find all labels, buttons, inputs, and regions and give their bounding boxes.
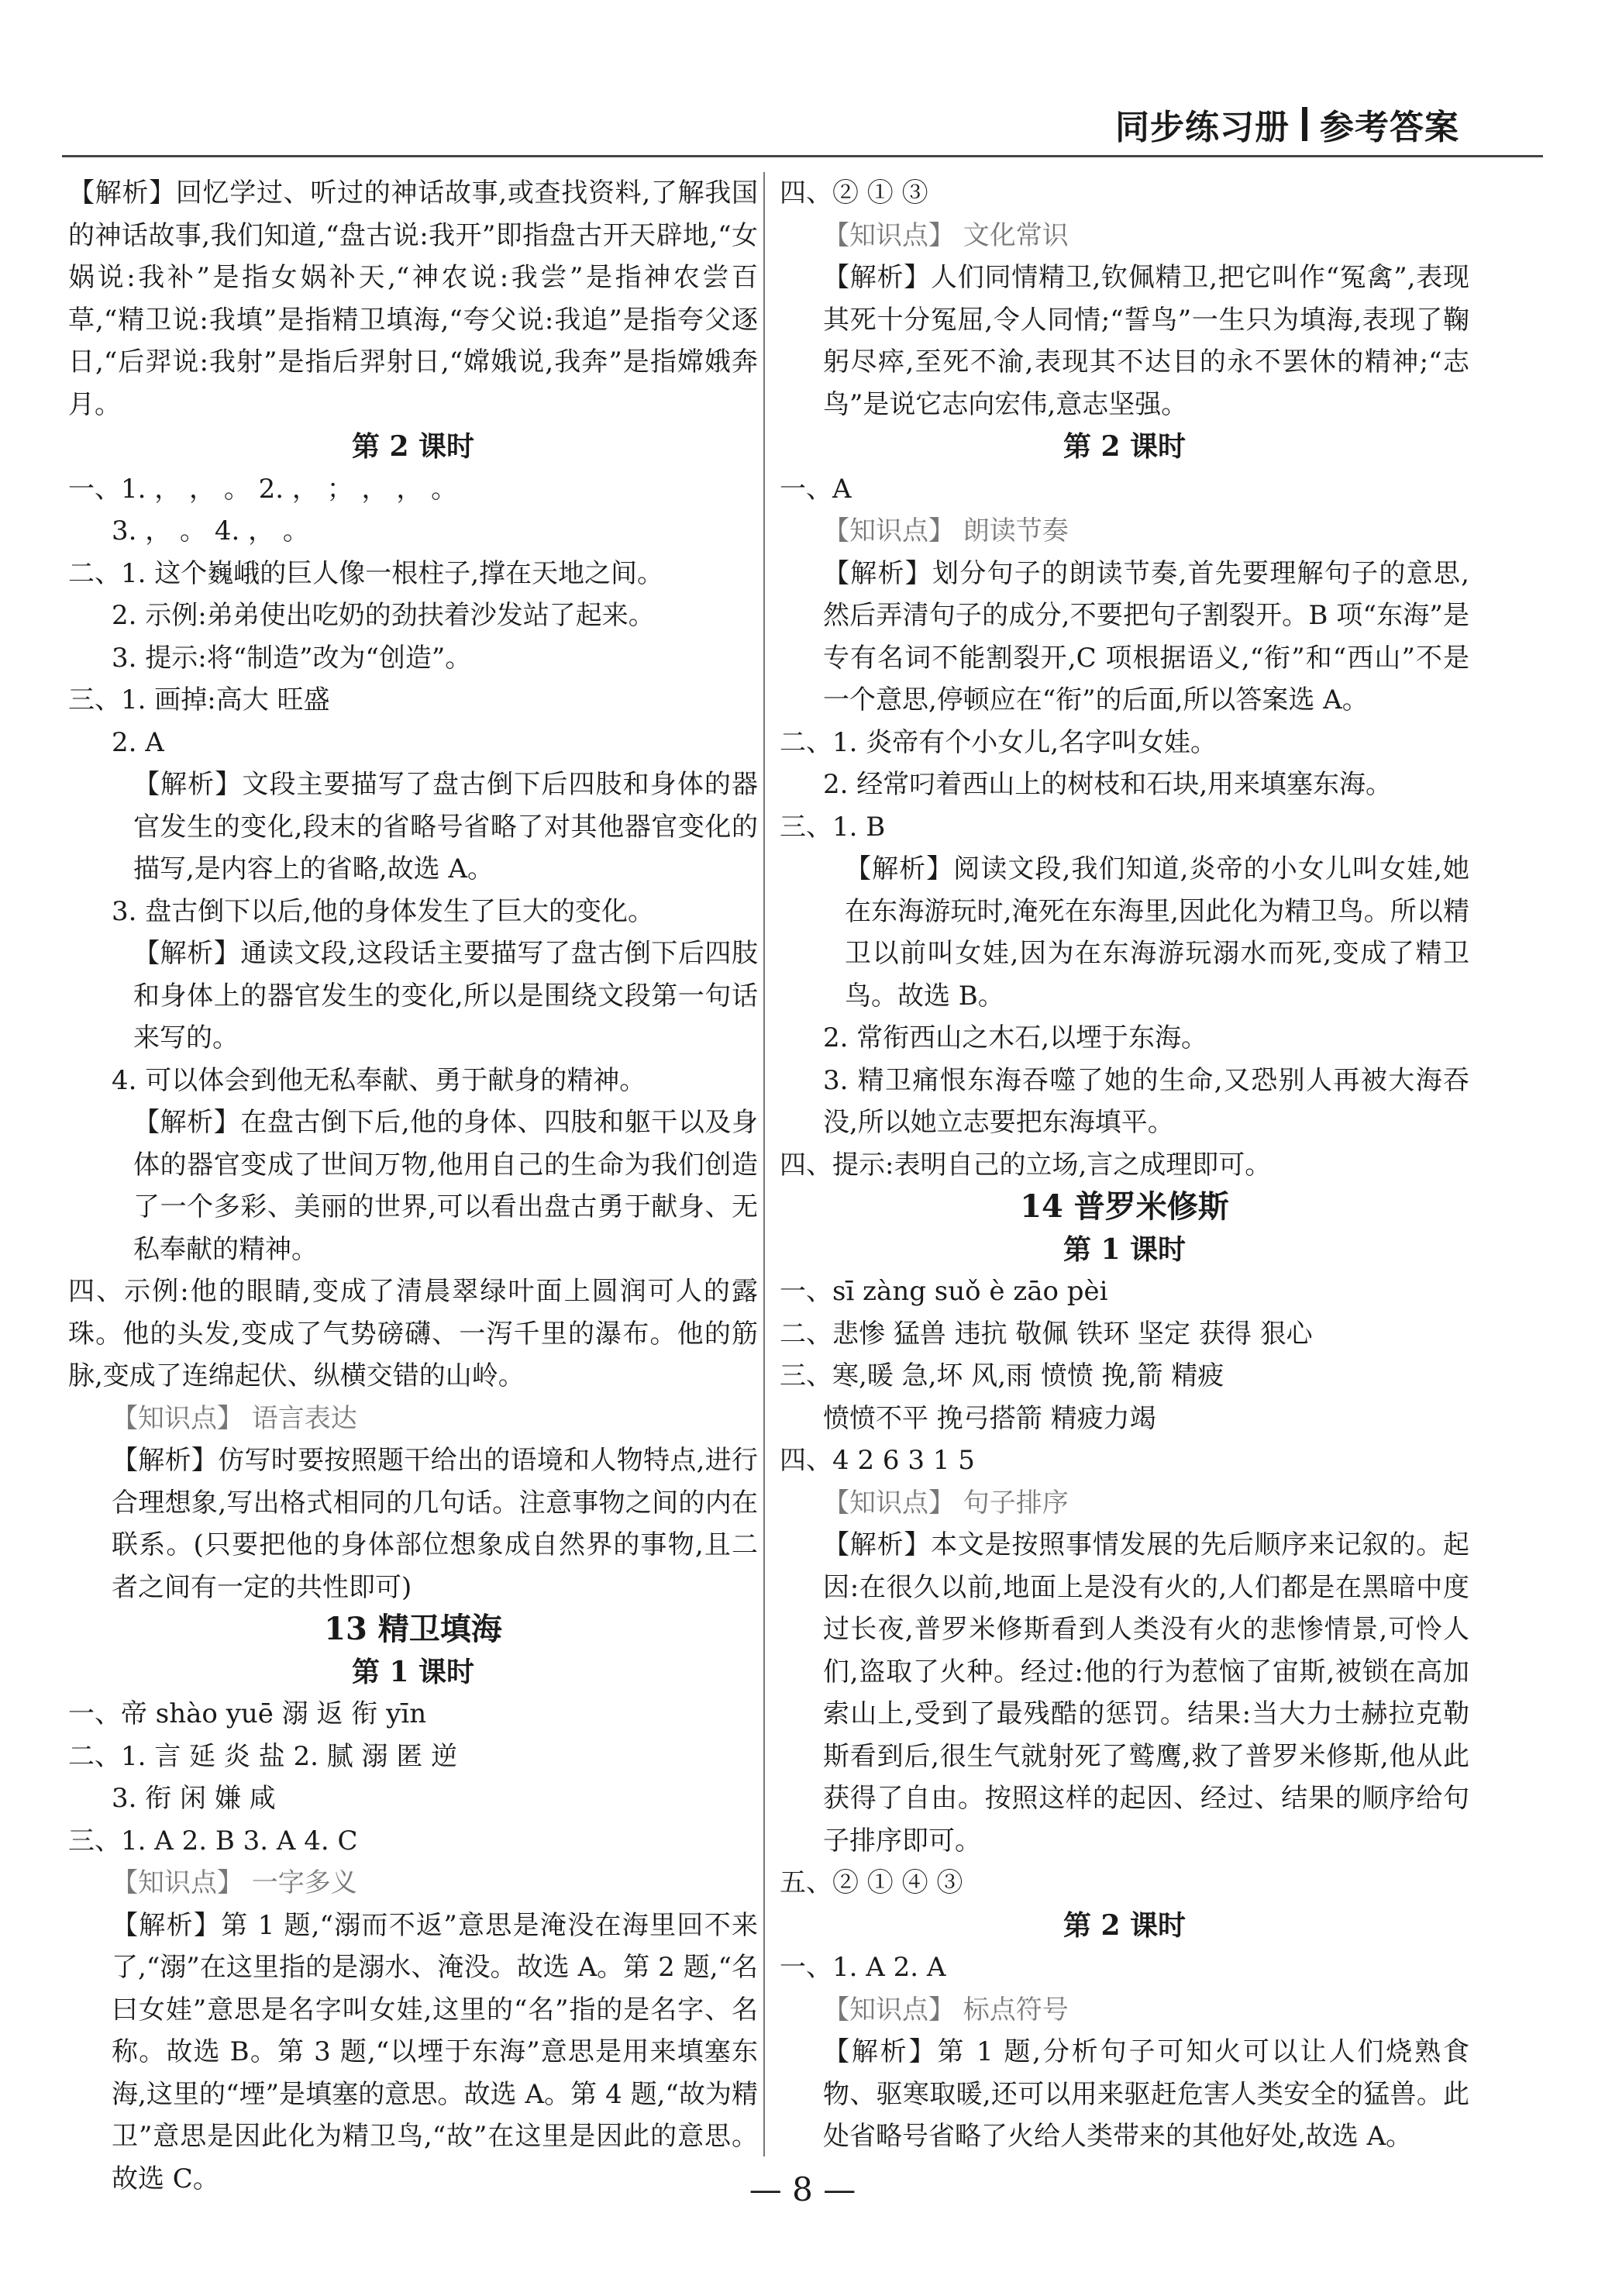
knowledge-point-tag: 【知识点】 语言表达 <box>112 1402 357 1434</box>
page-number <box>0 2170 1605 2208</box>
answer-subitem: 3. 提示:将“制造”改为“创造”。 <box>112 642 472 674</box>
answer-explanation: 【解析】仿写时要按照题干给出的语境和人物特点,进行合理想象,写出格式相同的几句话。注意事物之间的内在联系。(只要把他的身体部位想象成自然界的事物,且二者之间有一定的共性即可) <box>112 1445 758 1603</box>
answer-subitem: 3. ， 。 4. ， 。 <box>112 515 309 546</box>
header-separator <box>1302 107 1307 141</box>
lesson-heading: 第 2 课时 <box>351 430 475 463</box>
answer-subitem: 2. 经常叼着西山上的树枝和石块,用来填塞东海。 <box>823 769 1393 800</box>
answer-line: 一、sī zàng suǒ è zāo pèi <box>780 1276 1108 1307</box>
answer-explanation: 【解析】在盘古倒下后,他的身体、四肢和躯干以及身体的器官变成了世间万物,他用自己的生命为我们创造了一个多彩、美丽的世界,可以看出盘古勇于献身、无私奉献的精神。 <box>133 1107 758 1265</box>
answer-line: 五、② ① ④ ③ <box>780 1867 963 1898</box>
answer-subitem: 2. A <box>112 726 164 758</box>
page-header <box>1115 99 1459 149</box>
answer-line: 一、A <box>780 473 852 505</box>
answer-line: 一、帝 shào yuē 溺 返 衔 yīn <box>68 1698 427 1729</box>
lesson-heading: 第 1 课时 <box>1063 1232 1187 1266</box>
answer-explanation: 【解析】划分句子的朗读节奏,首先要理解句子的意思,然后弄清句子的成分,不要把句子割裂开。B 项“东海”是专有名词不能割裂开,C 项根据语义,“衔”和“西山”不是一个意思,停顿应在“衔”的后面,所以答案选 A。 <box>823 557 1469 715</box>
column-divider <box>763 172 765 2156</box>
knowledge-point-tag: 【知识点】 句子排序 <box>823 1487 1069 1519</box>
answer-subitem: 3. 衔 闲 嫌 咸 <box>112 1783 276 1814</box>
header-subtitle: 参考答案 <box>1320 108 1459 147</box>
answer-line: 三、1. 画掉:高大 旺盛 <box>68 684 330 715</box>
answer-line: 四、4 2 6 3 1 5 <box>780 1445 975 1476</box>
knowledge-point-tag: 【知识点】 标点符号 <box>823 1994 1069 2025</box>
answer-line: 二、1. 这个巍峨的巨人像一根柱子,撑在天地之间。 <box>68 557 664 589</box>
answer-line: 四、② ① ③ <box>780 178 928 209</box>
answer-explanation: 【解析】人们同情精卫,钦佩精卫,把它叫作“冤禽”,表现其死十分冤屈,令人同情;“誓鸟”一生只为填海,表现了鞠躬尽瘁,至死不渝,表现其不达目的永不罢休的精神;“志鸟”是说它志向宏伟,意志坚强。 <box>823 262 1469 420</box>
answer-explanation: 【解析】第 1 题,分析句子可知火可以让人们烧熟食物、驱寒取暖,还可以用来驱赶危害人类安全的猛兽。此处省略号省略了火给人类带来的其他好处,故选 A。 <box>823 2036 1469 2152</box>
page-number-value: 8 <box>792 2170 813 2208</box>
answer-paragraph: 【解析】回忆学过、听过的神话故事,或查找资料,了解我国的神话故事,我们知道,“盘古说:我开”即指盘古开天辟地,“女娲说:我补”是指女娲补天,“神农说:我尝”是指神农尝百草,“精卫说:我填”是指精卫填海,“夸父说:我追”是指夸父逐日,“后羿说:我射”是指后羿射日,“嫦娥说,我奔”是指嫦娥奔月。 <box>68 178 758 420</box>
page-number-dash-right: — <box>812 2170 856 2208</box>
answer-subitem: 4. 可以体会到他无私奉献、勇于献身的精神。 <box>112 1064 646 1096</box>
answer-explanation: 【解析】阅读文段,我们知道,炎帝的小女儿叫女娃,她在东海游玩时,淹死在东海里,因此化为精卫鸟。所以精卫以前叫女娃,因为在东海游玩溺水而死,变成了精卫鸟。故选 B。 <box>845 853 1469 1012</box>
answer-line: 二、1. 言 延 炎 盐 2. 腻 溺 匿 逆 <box>68 1740 458 1772</box>
answer-line: 一、1. ， ， 。 2. ， ； ， ， 。 <box>68 473 458 505</box>
answer-line: 四、提示:表明自己的立场,言之成理即可。 <box>780 1149 1272 1181</box>
answer-explanation: 【解析】第 1 题,“溺而不返”意思是淹没在海里回不来了,“溺”在这里指的是溺水、淹没。故选 A。第 2 题,“名曰女娃”意思是名字叫女娃,这里的“名”指的是名字、名称。故选 B。第 3 题,“以堙于东海”意思是用来填塞东海,这里的“堙”是填塞的意思。故选 A。第 4 题,“故为精卫”意思是因此化为精卫鸟,“故”在这里是因此的意思。故选 C。 <box>112 1909 758 2194</box>
answer-subitem: 愤愤不平 挽弓搭箭 精疲力竭 <box>823 1402 1156 1434</box>
answer-paragraph: 四、示例:他的眼睛,变成了清晨翠绿叶面上圆润可人的露珠。他的头发,变成了气势磅礴、一泻千里的瀑布。他的筋脉,变成了连绵起伏、纵横交错的山岭。 <box>68 1276 758 1391</box>
answer-explanation: 【解析】本文是按照事情发展的先后顺序来记叙的。起因:在很久以前,地面上是没有火的,人们都是在黑暗中度过长夜,普罗米修斯看到人类没有火的悲惨情景,可怜人们,盗取了火种。经过:他的行为惹恼了宙斯,被锁在高加索山上,受到了最残酷的惩罚。结果:当大力士赫拉克勒斯看到后,很生气就射死了鹫鹰,救了普罗米修斯,他从此获得了自由。按照这样的起因、经过、结果的顺序给句子排序即可。 <box>823 1529 1469 1856</box>
answer-explanation: 【解析】文段主要描写了盘古倒下后四肢和身体的器官发生的变化,段末的省略号省略了对其他器官变化的描写,是内容上的省略,故选 A。 <box>133 769 758 884</box>
answer-line: 三、1. A 2. B 3. A 4. C <box>68 1825 358 1856</box>
answer-explanation: 3. 精卫痛恨东海吞噬了她的生命,又恐别人再被大海吞没,所以她立志要把东海填平。 <box>823 1064 1469 1138</box>
page-number-dash-left: — <box>749 2170 793 2208</box>
right-column <box>780 172 1469 2164</box>
answer-line: 二、1. 炎帝有个小女儿,名字叫女娃。 <box>780 726 1218 758</box>
header-title: 同步练习册 <box>1115 108 1290 147</box>
answer-line: 三、1. B <box>780 811 886 843</box>
answer-line: 一、1. A 2. A <box>780 1952 946 1983</box>
knowledge-point-tag: 【知识点】 文化常识 <box>823 219 1069 251</box>
knowledge-point-tag: 【知识点】 一字多义 <box>112 1867 357 1898</box>
left-column <box>68 172 758 2194</box>
answer-subitem: 2. 常衔西山之木石,以堙于东海。 <box>823 1022 1208 1053</box>
answer-line: 二、悲惨 猛兽 违抗 敬佩 铁环 坚定 获得 狠心 <box>780 1318 1313 1350</box>
topic-heading: 13 精卫填海 <box>324 1611 502 1647</box>
answer-line: 三、寒,暖 急,坏 风,雨 愤愤 挽,箭 精疲 <box>780 1360 1224 1391</box>
answer-explanation: 【解析】通读文段,这段话主要描写了盘古倒下后四肢和身体上的器官发生的变化,所以是围绕文段第一句话来写的。 <box>133 938 758 1053</box>
lesson-heading: 第 2 课时 <box>1063 430 1187 463</box>
knowledge-point-tag: 【知识点】 朗读节奏 <box>823 515 1069 546</box>
lesson-heading: 第 2 课时 <box>1063 1908 1187 1942</box>
topic-heading: 14 普罗米修斯 <box>1020 1188 1229 1225</box>
answer-subitem: 3. 盘古倒下以后,他的身体发生了巨大的变化。 <box>112 895 655 927</box>
answer-subitem: 2. 示例:弟弟使出吃奶的劲扶着沙发站了起来。 <box>112 600 655 631</box>
header-rule <box>62 155 1543 157</box>
lesson-heading: 第 1 课时 <box>351 1655 475 1688</box>
